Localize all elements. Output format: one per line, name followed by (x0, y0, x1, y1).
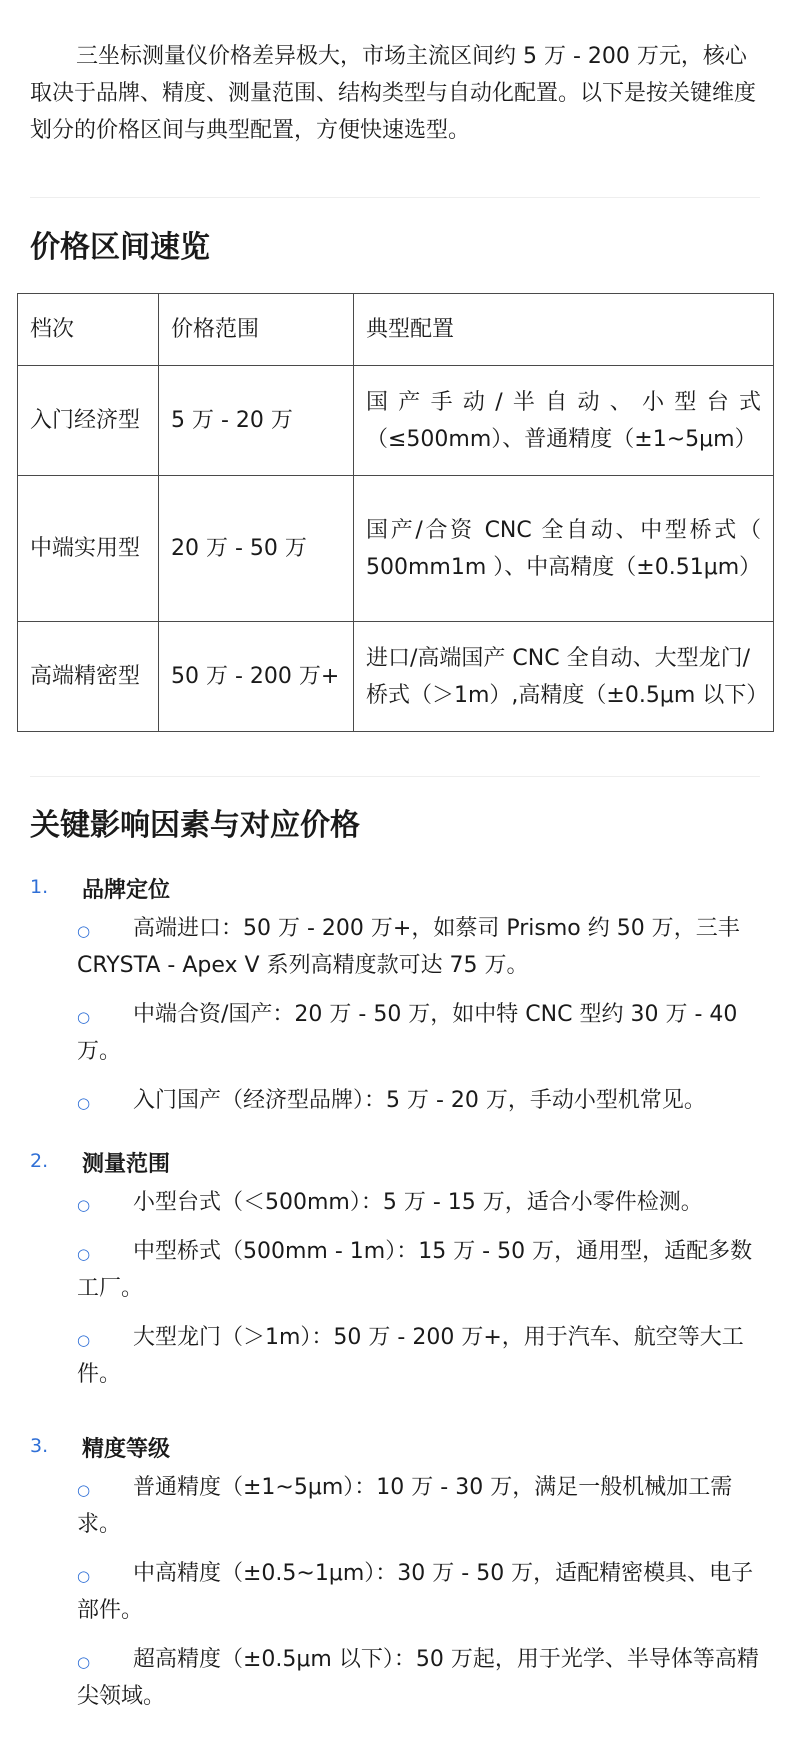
hollow-circle-bullet-icon: ○ (77, 1094, 91, 1112)
table-cell-config: 国产/合资 CNC 全自动、中型桥式（ 500mm1m ）、中高精度（±0.51μm） (354, 476, 774, 622)
table-cell-tier: 中端实用型 (18, 476, 159, 622)
list-number: 3. (30, 1435, 49, 1457)
hollow-circle-bullet-icon: ○ (77, 1481, 91, 1499)
divider (30, 197, 760, 198)
list-number: 1. (30, 876, 49, 898)
list-subitem: 超高精度（±0.5μm 以下）：50 万起，用于光学、半导体等高精尖领域。 (77, 1647, 759, 1709)
list-item-title: 品牌定位 (82, 878, 171, 903)
table-cell-range: 50 万 - 200 万+ (159, 622, 354, 732)
list-subitem: 中端合资/国产：20 万 - 50 万，如中特 CNC 型约 30 万 - 40 万。 (77, 1002, 738, 1064)
list-subitem: 中高精度（±0.5~1μm）：30 万 - 50 万，适配精密模具、电子部件。 (77, 1561, 754, 1623)
table-header-cell: 典型配置 (354, 294, 774, 366)
hollow-circle-bullet-icon: ○ (77, 1008, 91, 1026)
list-subitem: 高端进口：50 万 - 200 万+，如蔡司 Prismo 约 50 万，三丰 CRYSTA - Apex V 系列高精度款可达 75 万。 (77, 916, 740, 978)
list-subitem: 小型台式（＜500mm）：5 万 - 15 万，适合小零件检测。 (133, 1190, 703, 1215)
hollow-circle-bullet-icon: ○ (77, 1245, 91, 1263)
list-item-title: 精度等级 (82, 1437, 171, 1462)
hollow-circle-bullet-icon: ○ (77, 922, 91, 940)
hollow-circle-bullet-icon: ○ (77, 1653, 91, 1671)
table-cell-config: 国产手动/半自动、小型台式（≤500mm）、普通精度（±1~5μm） (354, 366, 774, 476)
table-row (18, 476, 774, 622)
section-heading-key-factors: 关键影响因素与对应价格 (30, 808, 360, 843)
table-header-row (18, 294, 774, 366)
list-subitem: 普通精度（±1~5μm）：10 万 - 30 万，满足一般机械加工需求。 (77, 1475, 733, 1537)
list-subitem: 中型桥式（500mm - 1m）：15 万 - 50 万，通用型，适配多数工厂。 (77, 1239, 753, 1301)
hollow-circle-bullet-icon: ○ (77, 1196, 91, 1214)
list-item-title: 测量范围 (82, 1152, 171, 1177)
price-table (17, 293, 774, 732)
list-subitem: 大型龙门（＞1m）：50 万 - 200 万+，用于汽车、航空等大工件。 (77, 1325, 744, 1387)
hollow-circle-bullet-icon: ○ (77, 1567, 91, 1585)
section-heading-price-overview: 价格区间速览 (30, 230, 210, 265)
divider (30, 776, 760, 777)
table-cell-range: 20 万 - 50 万 (159, 476, 354, 622)
table-cell-range: 5 万 - 20 万 (159, 366, 354, 476)
hollow-circle-bullet-icon: ○ (77, 1331, 91, 1349)
list-number: 2. (30, 1150, 49, 1172)
list-subitem: 入门国产（经济型品牌）：5 万 - 20 万，手动小型机常见。 (133, 1088, 706, 1113)
table-cell-tier: 高端精密型 (18, 622, 159, 732)
table-cell-config: 进口/高端国产 CNC 全自动、大型龙门/桥式（＞1m）,高精度（±0.5μm 以下） (354, 622, 774, 732)
table-row (18, 622, 774, 732)
intro-paragraph: 三坐标测量仪价格差异极大，市场主流区间约 5 万 - 200 万元，核心取决于品牌、精度、测量范围、结构类型与自动化配置。以下是按关键维度划分的价格区间与典型配置，方便快速选型。 (30, 44, 757, 143)
table-row (18, 366, 774, 476)
table-header-cell: 档次 (18, 294, 159, 366)
table-cell-tier: 入门经济型 (18, 366, 159, 476)
table-header-cell: 价格范围 (159, 294, 354, 366)
